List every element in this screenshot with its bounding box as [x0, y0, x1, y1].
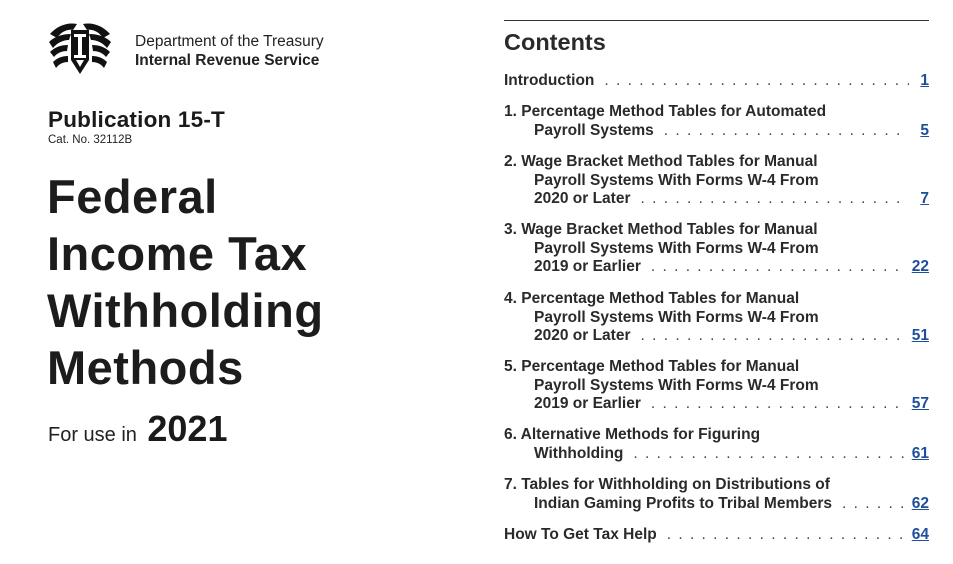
for-use-in-year [48, 408, 227, 450]
toc-leader-dots [667, 526, 904, 545]
toc-entry-1[interactable] [504, 103, 929, 140]
toc-page-link[interactable]: 22 [911, 258, 929, 275]
agency-name: Internal Revenue Service [135, 52, 320, 69]
toc-entry-label: 1. Percentage Method Tables for Automated [504, 103, 827, 120]
toc-entry-label: Payroll Systems With Forms W-4 From [534, 239, 819, 257]
publication-number: Publication 15-T [48, 107, 225, 132]
toc-entry-label: 6. Alternative Methods for Figuring [504, 426, 761, 443]
toc-entry-label: 2020 or Later [534, 327, 631, 344]
title-line: Income Tax [47, 227, 308, 280]
title-line: Methods [47, 341, 244, 394]
toc-page-link[interactable]: 61 [911, 444, 929, 462]
toc-leader-dots [641, 327, 904, 346]
toc-leader-dots [651, 395, 904, 414]
toc-page-link[interactable]: 62 [911, 494, 929, 512]
toc-entry-2[interactable] [504, 153, 929, 209]
toc-page-link[interactable]: 5 [920, 121, 929, 139]
toc-leader-dots [604, 72, 909, 91]
toc-page-link[interactable]: 51 [911, 327, 929, 344]
toc-entry-label: 2. Wage Bracket Method Tables for Manual [504, 153, 818, 170]
toc-entry-label: 2019 or Earlier [534, 258, 641, 275]
toc-page-link[interactable]: 64 [911, 526, 929, 543]
toc-page-link[interactable]: 57 [911, 395, 929, 412]
contents-top-rule [504, 20, 929, 21]
department-name: Department of the Treasury [135, 33, 324, 50]
toc-entry-7[interactable] [504, 476, 929, 513]
toc-entry-introduction[interactable] [504, 72, 929, 91]
toc-entry-tax-help[interactable] [504, 526, 929, 545]
document-title [47, 168, 324, 396]
agency-block [135, 32, 324, 70]
toc-entry-label: Introduction [504, 72, 595, 89]
toc-leader-dots [651, 258, 904, 277]
title-line: Withholding [47, 284, 324, 337]
toc-entry-label: Withholding [534, 444, 624, 462]
toc-entry-4[interactable] [504, 290, 929, 346]
toc-entry-label: Payroll Systems With Forms W-4 From [534, 376, 819, 394]
toc-entry-label: 2020 or Later [534, 190, 631, 207]
toc-page-link[interactable]: 1 [920, 72, 929, 89]
toc-entry-label: Payroll Systems With Forms W-4 From [534, 171, 819, 189]
toc-entry-label: 4. Percentage Method Tables for Manual [504, 290, 800, 307]
contents-heading: Contents [504, 29, 606, 55]
title-line: Federal [47, 170, 218, 223]
tax-year: 2021 [147, 408, 228, 449]
toc-entry-label: 2019 or Earlier [534, 395, 641, 412]
toc-leader-dots [664, 122, 909, 141]
toc-entry-label: 5. Percentage Method Tables for Manual [504, 358, 800, 375]
toc-entry-label: Payroll Systems [534, 121, 654, 139]
toc-page-link[interactable]: 7 [920, 190, 929, 207]
toc-leader-dots [641, 190, 910, 209]
toc-entry-label: Payroll Systems With Forms W-4 From [534, 308, 819, 326]
toc-entry-5[interactable] [504, 358, 929, 414]
toc-entry-label: 3. Wage Bracket Method Tables for Manual [504, 221, 818, 238]
for-use-label: For use in [48, 424, 137, 446]
toc-entry-label: Indian Gaming Profits to Tribal Members [534, 494, 832, 512]
toc-leader-dots [842, 495, 904, 514]
toc-entry-label: How To Get Tax Help [504, 526, 657, 543]
irs-eagle-logo-icon [47, 20, 113, 78]
toc-leader-dots [633, 445, 903, 464]
catalog-number: Cat. No. 32112B [48, 134, 133, 146]
toc-entry-label: 7. Tables for Withholding on Distributions of [504, 476, 830, 493]
toc-entry-6[interactable] [504, 426, 929, 463]
toc-entry-3[interactable] [504, 221, 929, 277]
